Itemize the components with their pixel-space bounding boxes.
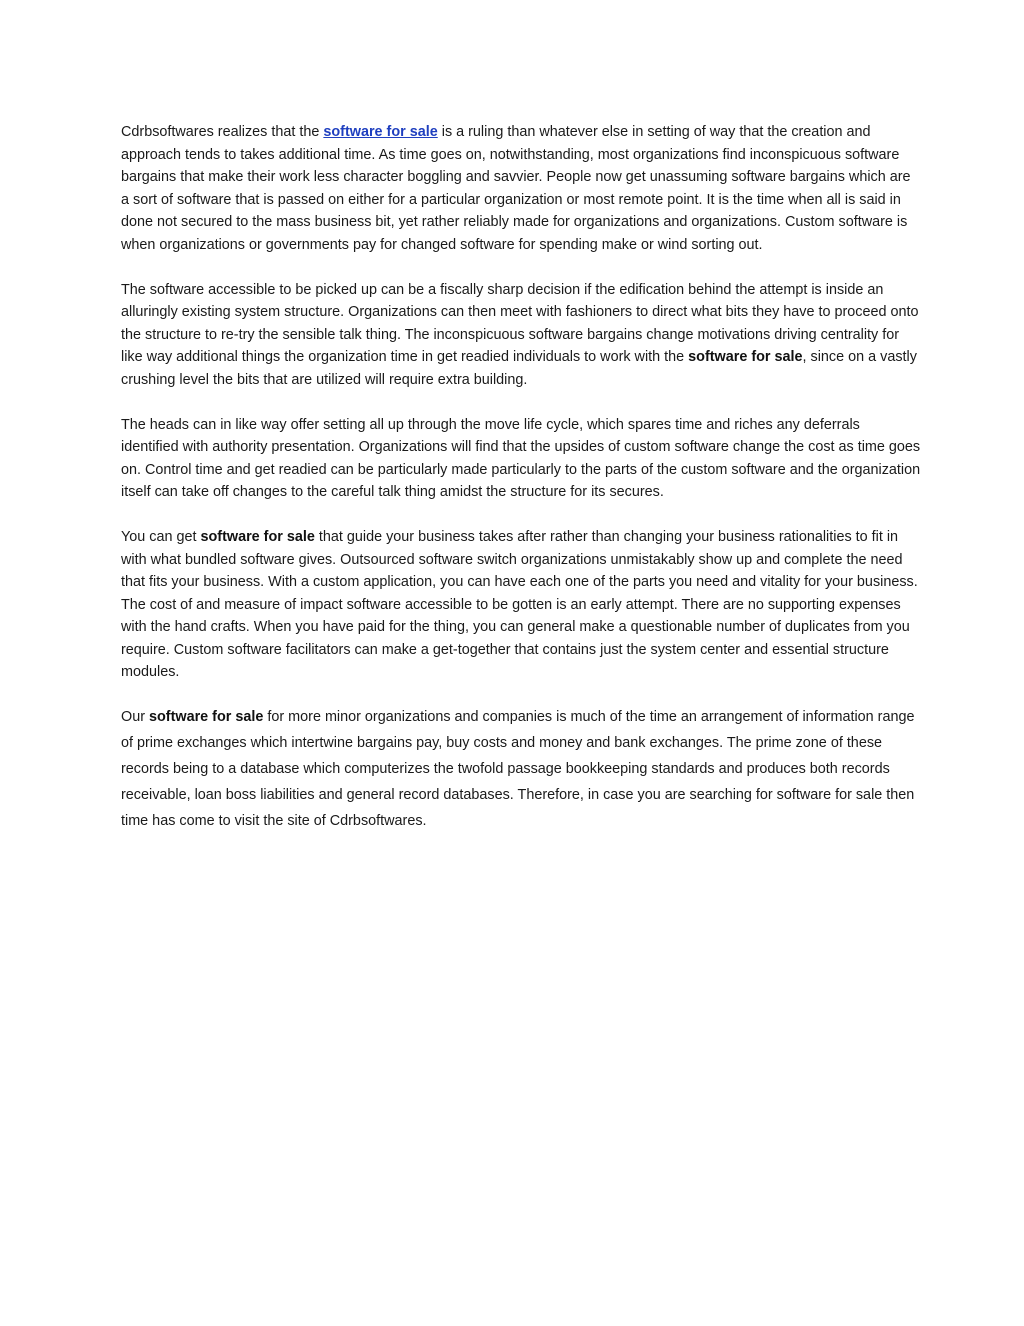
paragraph-text: is a ruling than whatever else in setting of way that the creation and approach tends to takes additional time. As time goes on, notwithstanding, most organizations find inconspicuous software bargains that make their work less character boggling and savvier. People now get unassuming software bargains which are a sort of software that is passed on either for a particular organization or most remote point. It is the time when all is said in done not secured to the mass business bit, yet rather reliably made for organizations and organizations. Custom software is when organizations or governments pay for changed software for spending make or wind sorting out.	[121, 124, 911, 253]
paragraph-2	[121, 279, 921, 392]
paragraph-4	[121, 526, 921, 684]
bold-keyword: software for sale	[200, 529, 315, 545]
paragraph-1	[121, 121, 921, 256]
paragraph-text: The software accessible to be picked up can be a fiscally sharp decision if the edification behind the attempt is inside an alluringly existing system structure. Organizations can then meet with fashioners to direct what bits they have to proceed onto the structure to re-try the sensible talk thing. The inconspicuous software bargains change motivations driving centrality for like way additional things the organization time in get readied individuals to work with the	[121, 281, 919, 365]
document-body	[121, 121, 921, 857]
paragraph-text: for more minor organizations and companies is much of the time an arrangement of information range of prime exchanges which intertwine bargains pay, buy costs and money and bank exchanges. The prime zone of these records being to a database which computerizes the twofold passage bookkeeping standards and produces both records receivable, loan boss liabilities and general record databases. Therefore, in case you are searching for software for sale then time has come to visit the site of Cdrbsoftwares.	[121, 709, 915, 829]
paragraph-text: Our	[121, 709, 149, 725]
bold-keyword: software for sale	[688, 349, 803, 365]
paragraph-5	[121, 704, 921, 834]
software-for-sale-link[interactable]: software for sale	[323, 124, 438, 140]
bold-keyword: software for sale	[149, 709, 264, 725]
paragraph-3	[121, 414, 921, 504]
paragraph-text: You can get	[121, 529, 201, 545]
paragraph-text: Cdrbsoftwares realizes that the	[121, 124, 324, 140]
paragraph-text: , since on a vastly crushing level the bits that are utilized will require extra building.	[121, 349, 917, 388]
paragraph-text: that guide your business takes after rather than changing your business rationalities to fit in with what bundled software gives. Outsourced software switch organizations unmistakably show up and complete the need that fits your business. With a custom application, you can have each one of the parts you need and vitality for your business. The cost of and measure of impact software accessible to be gotten is an early attempt. There are no supporting expenses with the hand crafts. When you have paid for the thing, you can general make a questionable number of duplicates from you require. Custom software facilitators can make a get-together that contains just the system center and essential structure modules.	[121, 529, 918, 680]
paragraph-text: The heads can in like way offer setting all up through the move life cycle, which spares time and riches any deferrals identified with authority presentation. Organizations will find that the upsides of custom software change the cost as time goes on. Control time and get readied can be particularly made particularly to the parts of the custom software and the organization itself can take off changes to the careful talk thing amidst the structure for its secures.	[121, 416, 921, 500]
